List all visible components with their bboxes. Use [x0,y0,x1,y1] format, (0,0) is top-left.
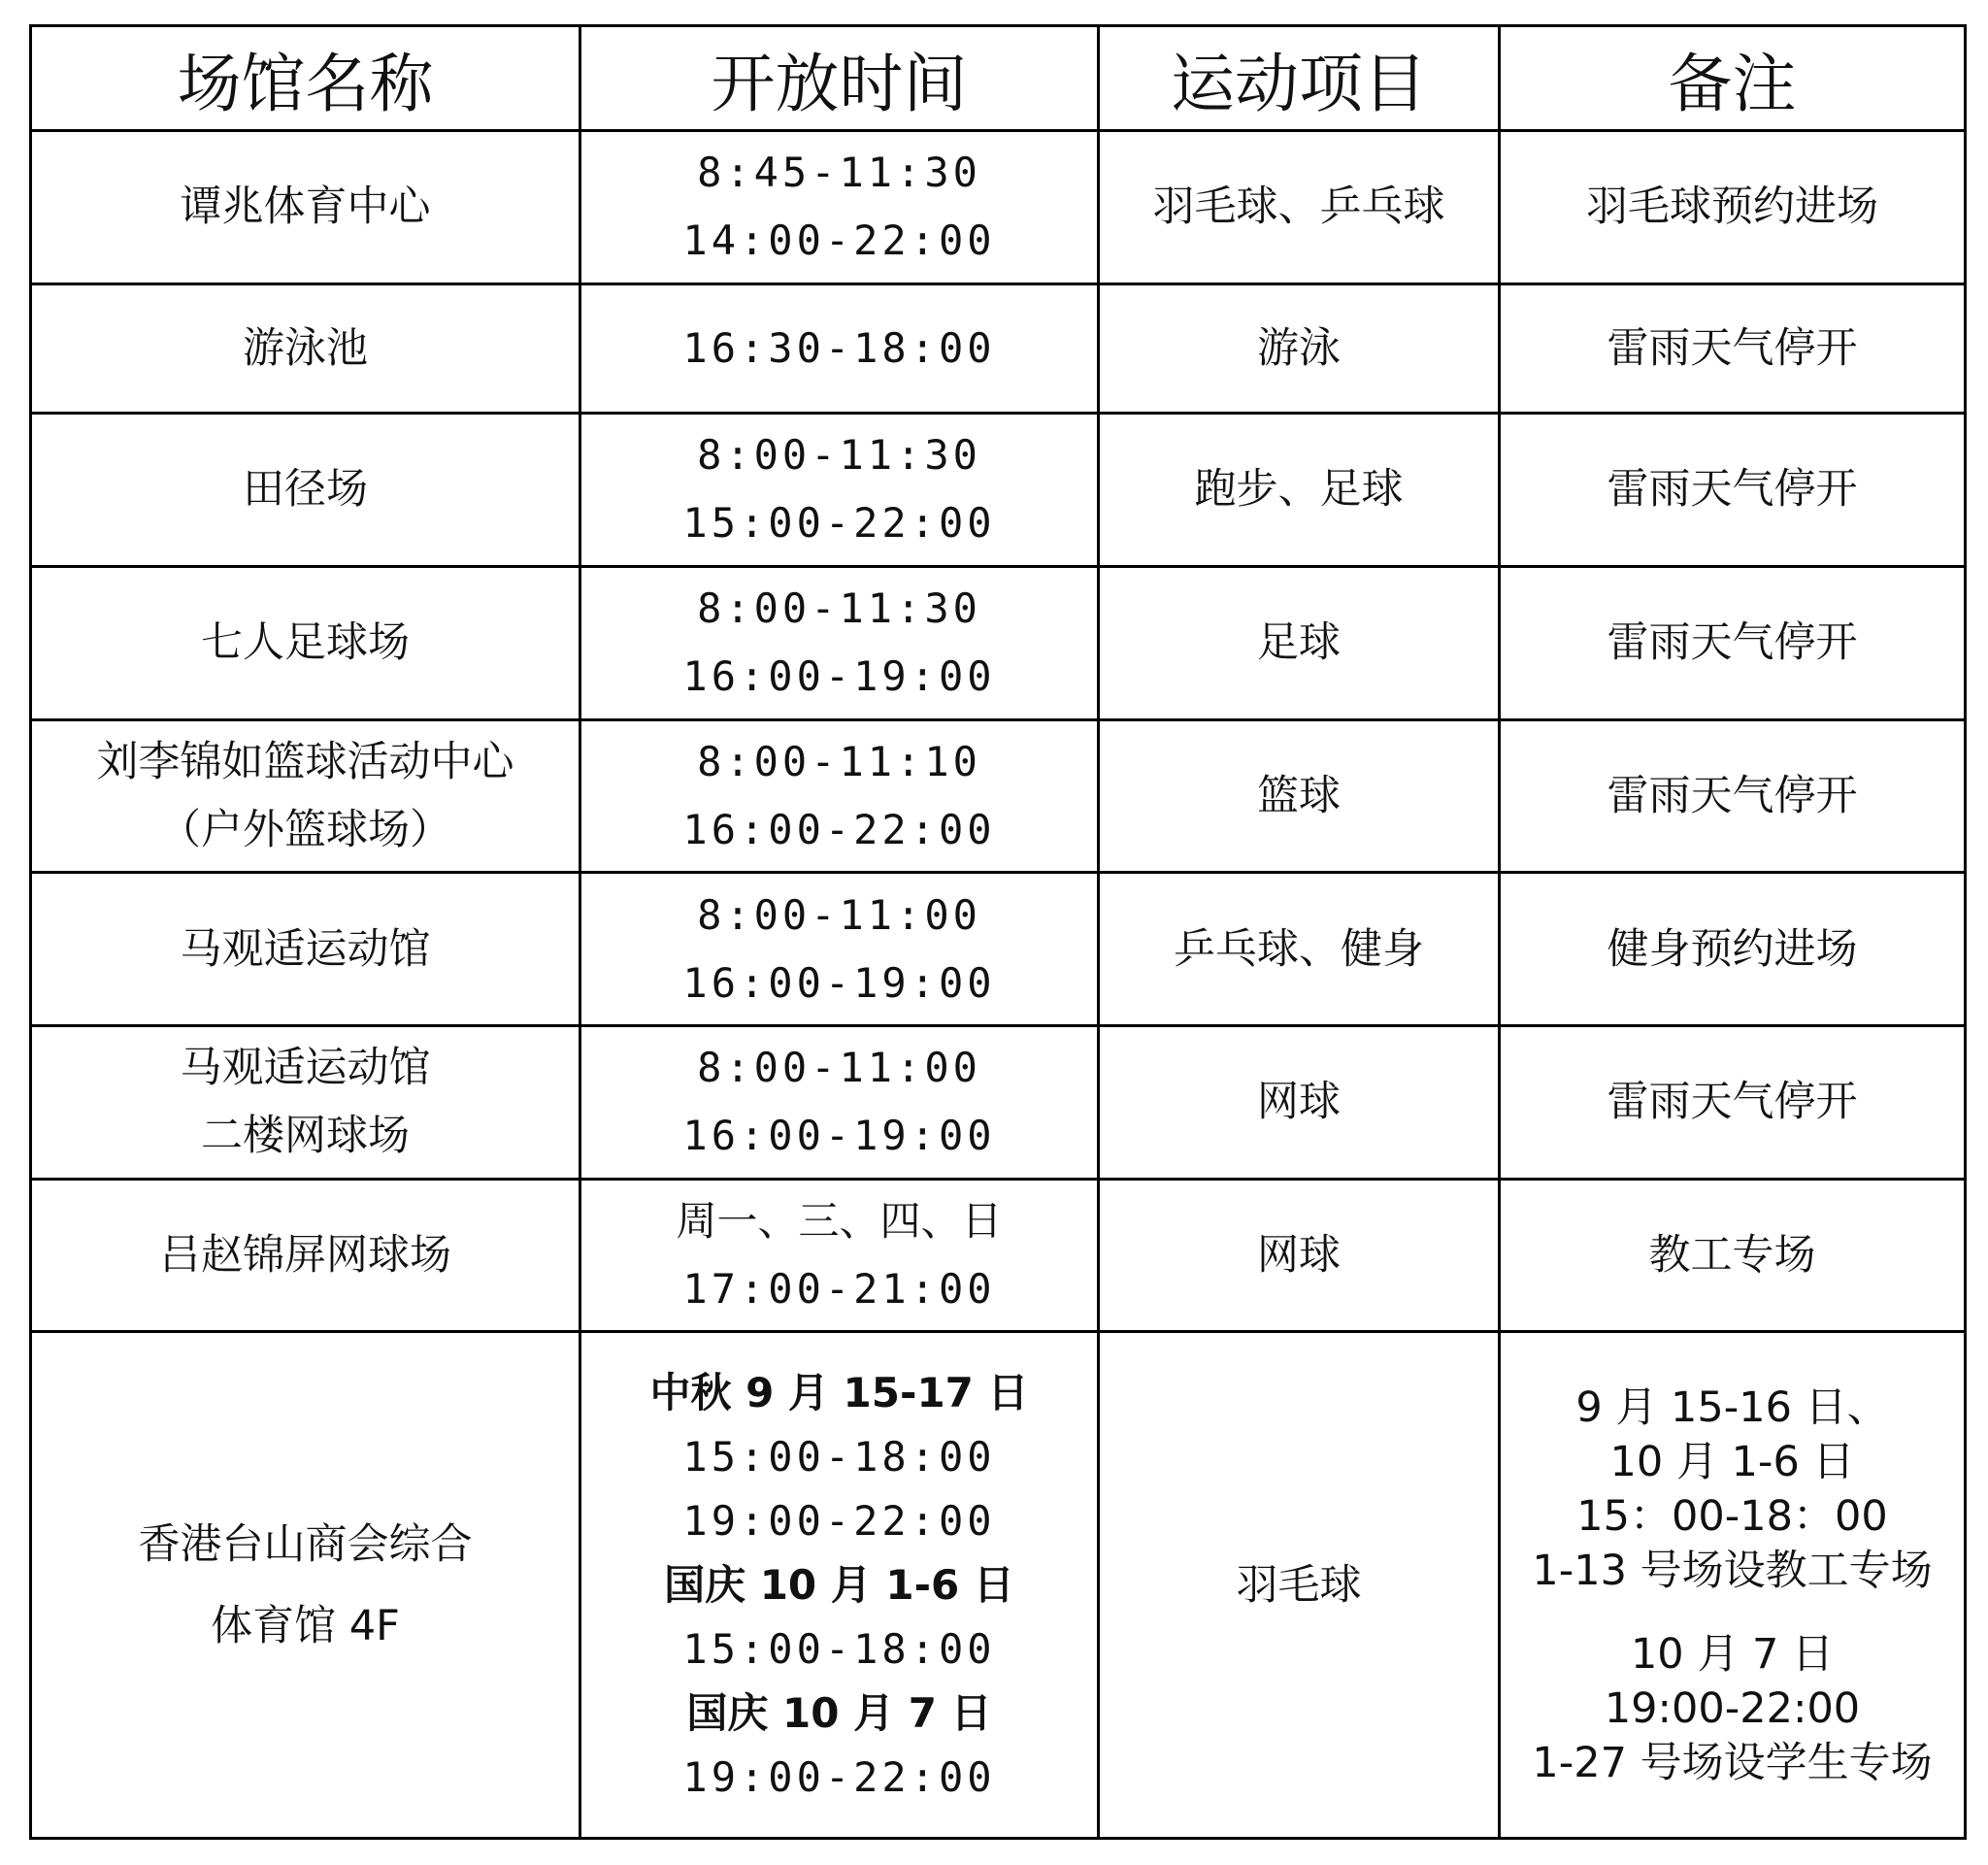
time-cell [580,873,1099,1026]
note-cell: 雷雨天气停开 [1500,1025,1966,1179]
note-cell: 雷雨天气停开 [1500,414,1966,567]
time-days: 周一、三、四、日 [676,1197,1003,1245]
time-slot: 19:00-22:00 [682,1496,996,1545]
venue-name: 香港台山商会综合 [138,1519,473,1569]
time-slot: 8:00-11:10 [697,737,981,785]
venue-name-sub: 体育馆 4F [211,1601,400,1650]
sport-cell: 篮球 [1099,719,1500,873]
note-cell: 雷雨天气停开 [1500,566,1966,719]
venue-name: 马观适运动馆 [180,924,431,974]
time-cell [580,719,1099,873]
time-slot: 8:00-11:00 [697,890,981,939]
time-slot: 8:45-11:30 [697,149,981,197]
holiday-heading: 中秋 9 月 15-17 日 [649,1368,1029,1416]
venue-cell [31,719,580,873]
venue-schedule-table [29,24,1967,1840]
sport-cell: 乒乓球、健身 [1099,873,1500,1026]
venue-cell [31,873,580,1026]
table-row [31,566,1966,719]
venue-cell [31,1179,580,1332]
venue-name: 刘李锦如篮球活动中心 [96,737,514,786]
note-line: 10 月 7 日 [1630,1629,1835,1679]
note-cell [1500,1332,1966,1839]
note-cell: 雷雨天气停开 [1500,283,1966,413]
sport-cell: 网球 [1099,1025,1500,1179]
table-row [31,719,1966,873]
table-row [31,414,1966,567]
time-slot: 15:00-18:00 [682,1624,996,1673]
note-spacer [1507,1598,1958,1627]
sport-cell: 羽毛球 [1099,1332,1500,1839]
time-slot: 8:00-11:00 [697,1044,981,1092]
venue-cell [31,566,580,719]
table-row [31,131,1966,284]
venue-cell [31,131,580,284]
time-slot: 15:00-22:00 [682,499,996,548]
header-note: 备注 [1500,26,1966,131]
venue-name: 谭兆体育中心 [180,183,431,232]
venue-cell [31,1025,580,1179]
header-sport: 运动项目 [1099,26,1500,131]
sport-cell: 羽毛球、乒乓球 [1099,131,1500,284]
note-line: 19:00-22:00 [1604,1683,1861,1733]
time-cell [580,1025,1099,1179]
time-slot: 17:00-21:00 [682,1265,996,1313]
holiday-heading: 国庆 10 月 1-6 日 [664,1560,1014,1609]
holiday-heading: 国庆 10 月 7 日 [686,1688,992,1737]
table-row-holiday [31,1332,1966,1839]
note-cell: 健身预约进场 [1500,873,1966,1026]
time-cell [580,414,1099,567]
note-line: 15：00-18：00 [1576,1491,1888,1541]
note-line: 1-13 号场设教工专场 [1532,1546,1933,1595]
schedule-table-wrapper [29,24,1964,1840]
venue-cell [31,414,580,567]
time-cell [580,566,1099,719]
sport-cell: 足球 [1099,566,1500,719]
table-row [31,1025,1966,1179]
time-slot: 14:00-22:00 [682,216,996,265]
time-cell [580,131,1099,284]
venue-name: 马观适运动馆 [180,1044,431,1093]
time-slot: 8:00-11:30 [697,431,981,480]
time-slot: 8:00-11:30 [697,584,981,633]
note-line: 9 月 15-16 日、 [1575,1382,1889,1432]
time-slot: 19:00-22:00 [682,1752,996,1801]
sport-cell: 游泳 [1099,283,1500,413]
header-venue: 场馆名称 [31,26,580,131]
note-line: 1-27 号场设学生专场 [1532,1738,1933,1787]
sport-cell: 跑步、足球 [1099,414,1500,567]
table-row [31,873,1966,1026]
time-cell [580,283,1099,413]
table-row [31,1179,1966,1332]
time-slot: 16:00-22:00 [682,805,996,853]
time-cell [580,1332,1099,1839]
header-open-time: 开放时间 [580,26,1099,131]
table-row [31,283,1966,413]
time-slot: 16:30-18:00 [682,323,996,372]
time-cell [580,1179,1099,1332]
note-cell: 羽毛球预约进场 [1500,131,1966,284]
time-slot: 16:00-19:00 [682,652,996,701]
time-slot: 16:00-19:00 [682,1112,996,1160]
sport-cell: 网球 [1099,1179,1500,1332]
venue-cell [31,283,580,413]
venue-name-sub: （户外篮球场） [159,805,451,854]
venue-name-sub: 二楼网球场 [201,1112,410,1161]
venue-name: 田径场 [243,465,368,515]
venue-name: 七人足球场 [201,618,410,668]
venue-cell [31,1332,580,1839]
note-line: 10 月 1-6 日 [1609,1437,1855,1486]
table-header-row [31,26,1966,131]
note-cell: 教工专场 [1500,1179,1966,1332]
note-cell: 雷雨天气停开 [1500,719,1966,873]
time-slot: 16:00-19:00 [682,958,996,1007]
venue-name: 游泳池 [243,323,368,373]
venue-name: 吕赵锦屏网球场 [159,1231,451,1280]
time-slot: 15:00-18:00 [682,1432,996,1481]
